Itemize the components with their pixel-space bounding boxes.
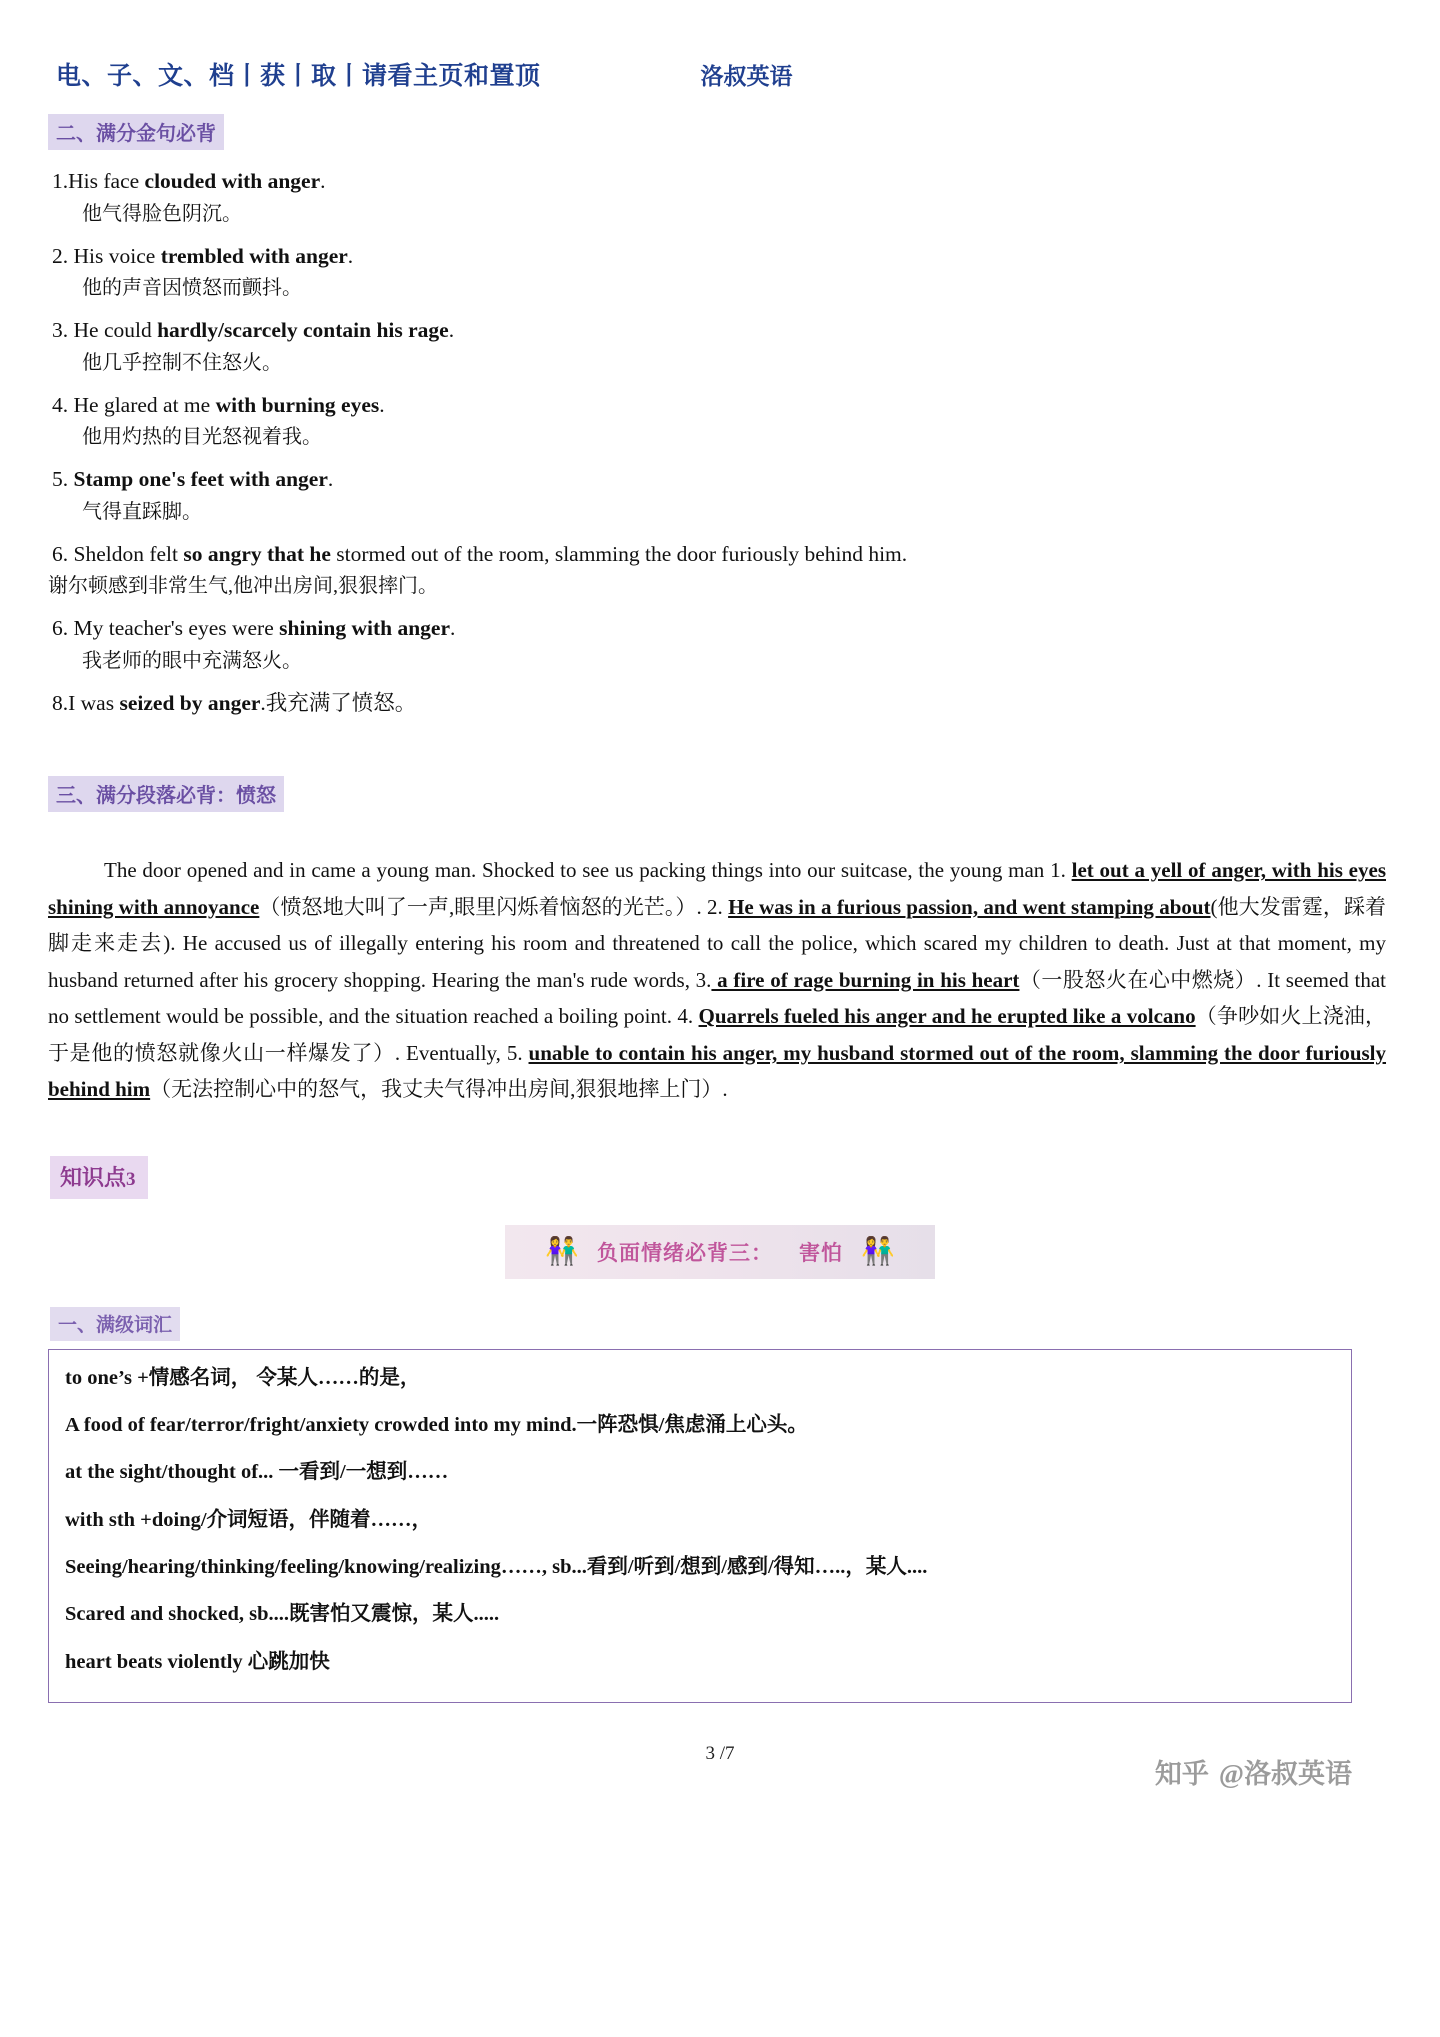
document-footer xyxy=(48,1737,1392,1797)
item-post: . xyxy=(320,169,326,193)
knowledge-point-number: 3 xyxy=(126,1168,136,1190)
vocabulary-row: Seeing/hearing/thinking/feeling/knowing/realizing……, sb...看到/听到/想到/感到/得知…..，某人.... xyxy=(65,1555,928,1578)
list-item xyxy=(52,166,1392,197)
item-translation: 谢尔顿感到非常生气,他冲出房间,狠狠摔门。 xyxy=(48,575,438,598)
list-item xyxy=(52,390,1392,421)
list-item xyxy=(52,464,1392,495)
item-number: 6. xyxy=(52,616,69,641)
para-cn-4: （争吵如火上浇油，于是他的愤怒就像火山一样爆发了） xyxy=(48,1004,1386,1065)
item-post: . xyxy=(448,318,455,343)
topic-banner xyxy=(505,1225,935,1279)
para-part-2: . 2. xyxy=(696,894,729,919)
list-item xyxy=(52,315,1392,346)
item-bold: Stamp one's feet with anger xyxy=(73,467,328,492)
para-underline-5: unable to contain his anger, my husband stormed out of the room, slamming the door furiously behind him xyxy=(48,1040,1387,1102)
item-translation: 他气得脸色阴沉。 xyxy=(82,202,242,225)
list-item xyxy=(52,539,1392,570)
two-children-icon: 👫 xyxy=(861,1236,895,1267)
topic-banner-text xyxy=(597,1237,843,1267)
item-pre: His voice xyxy=(68,243,161,268)
para-cn-1: （愤怒地大叫了一声,眼里闪烁着恼怒的光芒。） xyxy=(259,894,697,919)
item-post: stormed out of the room, slamming the door furiously behind him. xyxy=(330,541,908,566)
item-number: 8. xyxy=(52,690,69,715)
item-number: 2. xyxy=(52,243,69,268)
section-three-heading: 三、满分段落必背：愤怒 xyxy=(48,776,284,812)
para-underline-2: He was in a furious passion, and went stamping about xyxy=(728,894,1211,919)
item-post: . xyxy=(327,467,334,492)
vocabulary-heading: 一、满级词汇 xyxy=(50,1307,180,1341)
document-header xyxy=(48,40,1392,92)
para-cn-5: （无法控制心中的怒气，我丈夫气得冲出房间,狠狠地摔上门） xyxy=(150,1077,723,1102)
item-pre: Sheldon felt xyxy=(68,541,184,566)
model-paragraph xyxy=(48,852,1386,1108)
header-left-text: 电、子、文、档丨获丨取丨请看主页和置顶 xyxy=(56,63,541,90)
watermark-text: @洛叔英语 xyxy=(1218,1758,1352,1789)
item-bold: clouded with anger xyxy=(144,169,321,193)
item-translation: 他几乎控制不住怒火。 xyxy=(82,351,282,374)
item-pre: He could xyxy=(68,318,158,343)
item-bold: seized by anger xyxy=(119,690,261,715)
page-number: 3 /7 xyxy=(705,1742,735,1764)
item-post: . xyxy=(347,243,354,268)
para-cn-2: (他大发雷霆，踩着脚走来走去) xyxy=(48,894,1387,956)
item-number: 6. xyxy=(52,541,69,566)
item-pre: His face xyxy=(68,169,145,193)
knowledge-point-badge xyxy=(50,1156,148,1199)
item-translation: 气得直踩脚。 xyxy=(82,500,202,523)
para-underline-4: Quarrels fueled his anger and he erupted like a volcano xyxy=(698,1004,1196,1029)
vocabulary-row: Scared and shocked, sb....既害怕又震惊，某人..... xyxy=(65,1603,500,1626)
para-part-5: . Eventually, 5. xyxy=(394,1040,529,1065)
vocabulary-row: at the sight/thought of... 一看到/一想到…… xyxy=(65,1461,449,1484)
watermark xyxy=(1155,1752,1352,1791)
item-bold: trembled with anger xyxy=(160,243,348,268)
topic-banner-topic: 害怕 xyxy=(799,1240,843,1265)
item-translation: 他的声音因愤怒而颤抖。 xyxy=(82,277,302,300)
vocabulary-row: to one’s +情感名词， 令某人……的是， xyxy=(65,1366,421,1389)
list-item xyxy=(52,688,1392,719)
para-part-1: The door opened and in came a young man. Shocked to see us packing things into our suitcase, the young man 1. xyxy=(104,858,1072,883)
list-item xyxy=(52,613,1392,644)
item-pre: He glared at me xyxy=(68,392,216,417)
item-translation: 我老师的眼中充满怒火。 xyxy=(82,649,302,672)
item-post: .我充满了愤怒。 xyxy=(260,690,417,715)
vocabulary-row: A food of fear/terror/fright/anxiety crowded into my mind.一阵恐惧/焦虑涌上心头。 xyxy=(65,1414,808,1437)
item-post: . xyxy=(379,392,385,417)
section-two-heading: 二、满分金句必背 xyxy=(48,114,224,150)
list-item xyxy=(52,241,1392,272)
vocabulary-row: with sth +doing/介词短语，伴随着……， xyxy=(65,1508,433,1531)
item-number: 3. xyxy=(52,318,69,343)
para-part-4: . It seemed that no settlement would be possible, and the situation reached a boiling point. 4. xyxy=(48,967,1386,1029)
golden-sentence-list xyxy=(48,166,1392,718)
two-children-icon: 👫 xyxy=(545,1236,579,1267)
header-right-text: 洛叔英语 xyxy=(700,64,793,89)
item-number: 5. xyxy=(52,467,69,492)
item-pre: My teacher's eyes were xyxy=(68,616,280,641)
vocabulary-box xyxy=(48,1349,1352,1703)
para-part-6: . xyxy=(722,1077,728,1102)
item-number: 1. xyxy=(52,169,69,193)
zhihu-logo-icon: 知乎 xyxy=(1154,1758,1209,1789)
item-translation: 他用灼热的目光怒视着我。 xyxy=(82,426,322,449)
para-part-3: . He accused us of illegally entering his room and threatened to call the police, which scared my children to death. Just at that moment, my husband returned after his grocery shopping. Hearing the man's rude words, 3. xyxy=(48,931,1386,992)
item-bold: with burning eyes xyxy=(215,392,380,417)
item-post: . xyxy=(450,616,456,641)
item-pre: I was xyxy=(68,690,120,715)
item-bold: shining with anger xyxy=(279,616,450,641)
topic-banner-main: 负面情绪必背三： xyxy=(597,1240,773,1265)
item-number: 4. xyxy=(52,392,69,417)
knowledge-point-label: 知识点 xyxy=(60,1164,127,1190)
topic-banner-wrap xyxy=(48,1225,1392,1279)
para-underline-3: a fire of rage burning in his heart xyxy=(711,967,1020,992)
para-cn-3: （一股怒火在心中燃烧） xyxy=(1019,967,1257,992)
para-underline-1: let out a yell of anger, with his eyes shining with annoyance xyxy=(48,858,1386,919)
item-bold: hardly/scarcely contain his rage xyxy=(157,318,449,343)
vocabulary-row: heart beats violently 心跳加快 xyxy=(65,1650,330,1673)
item-bold: so angry that he xyxy=(183,541,331,566)
